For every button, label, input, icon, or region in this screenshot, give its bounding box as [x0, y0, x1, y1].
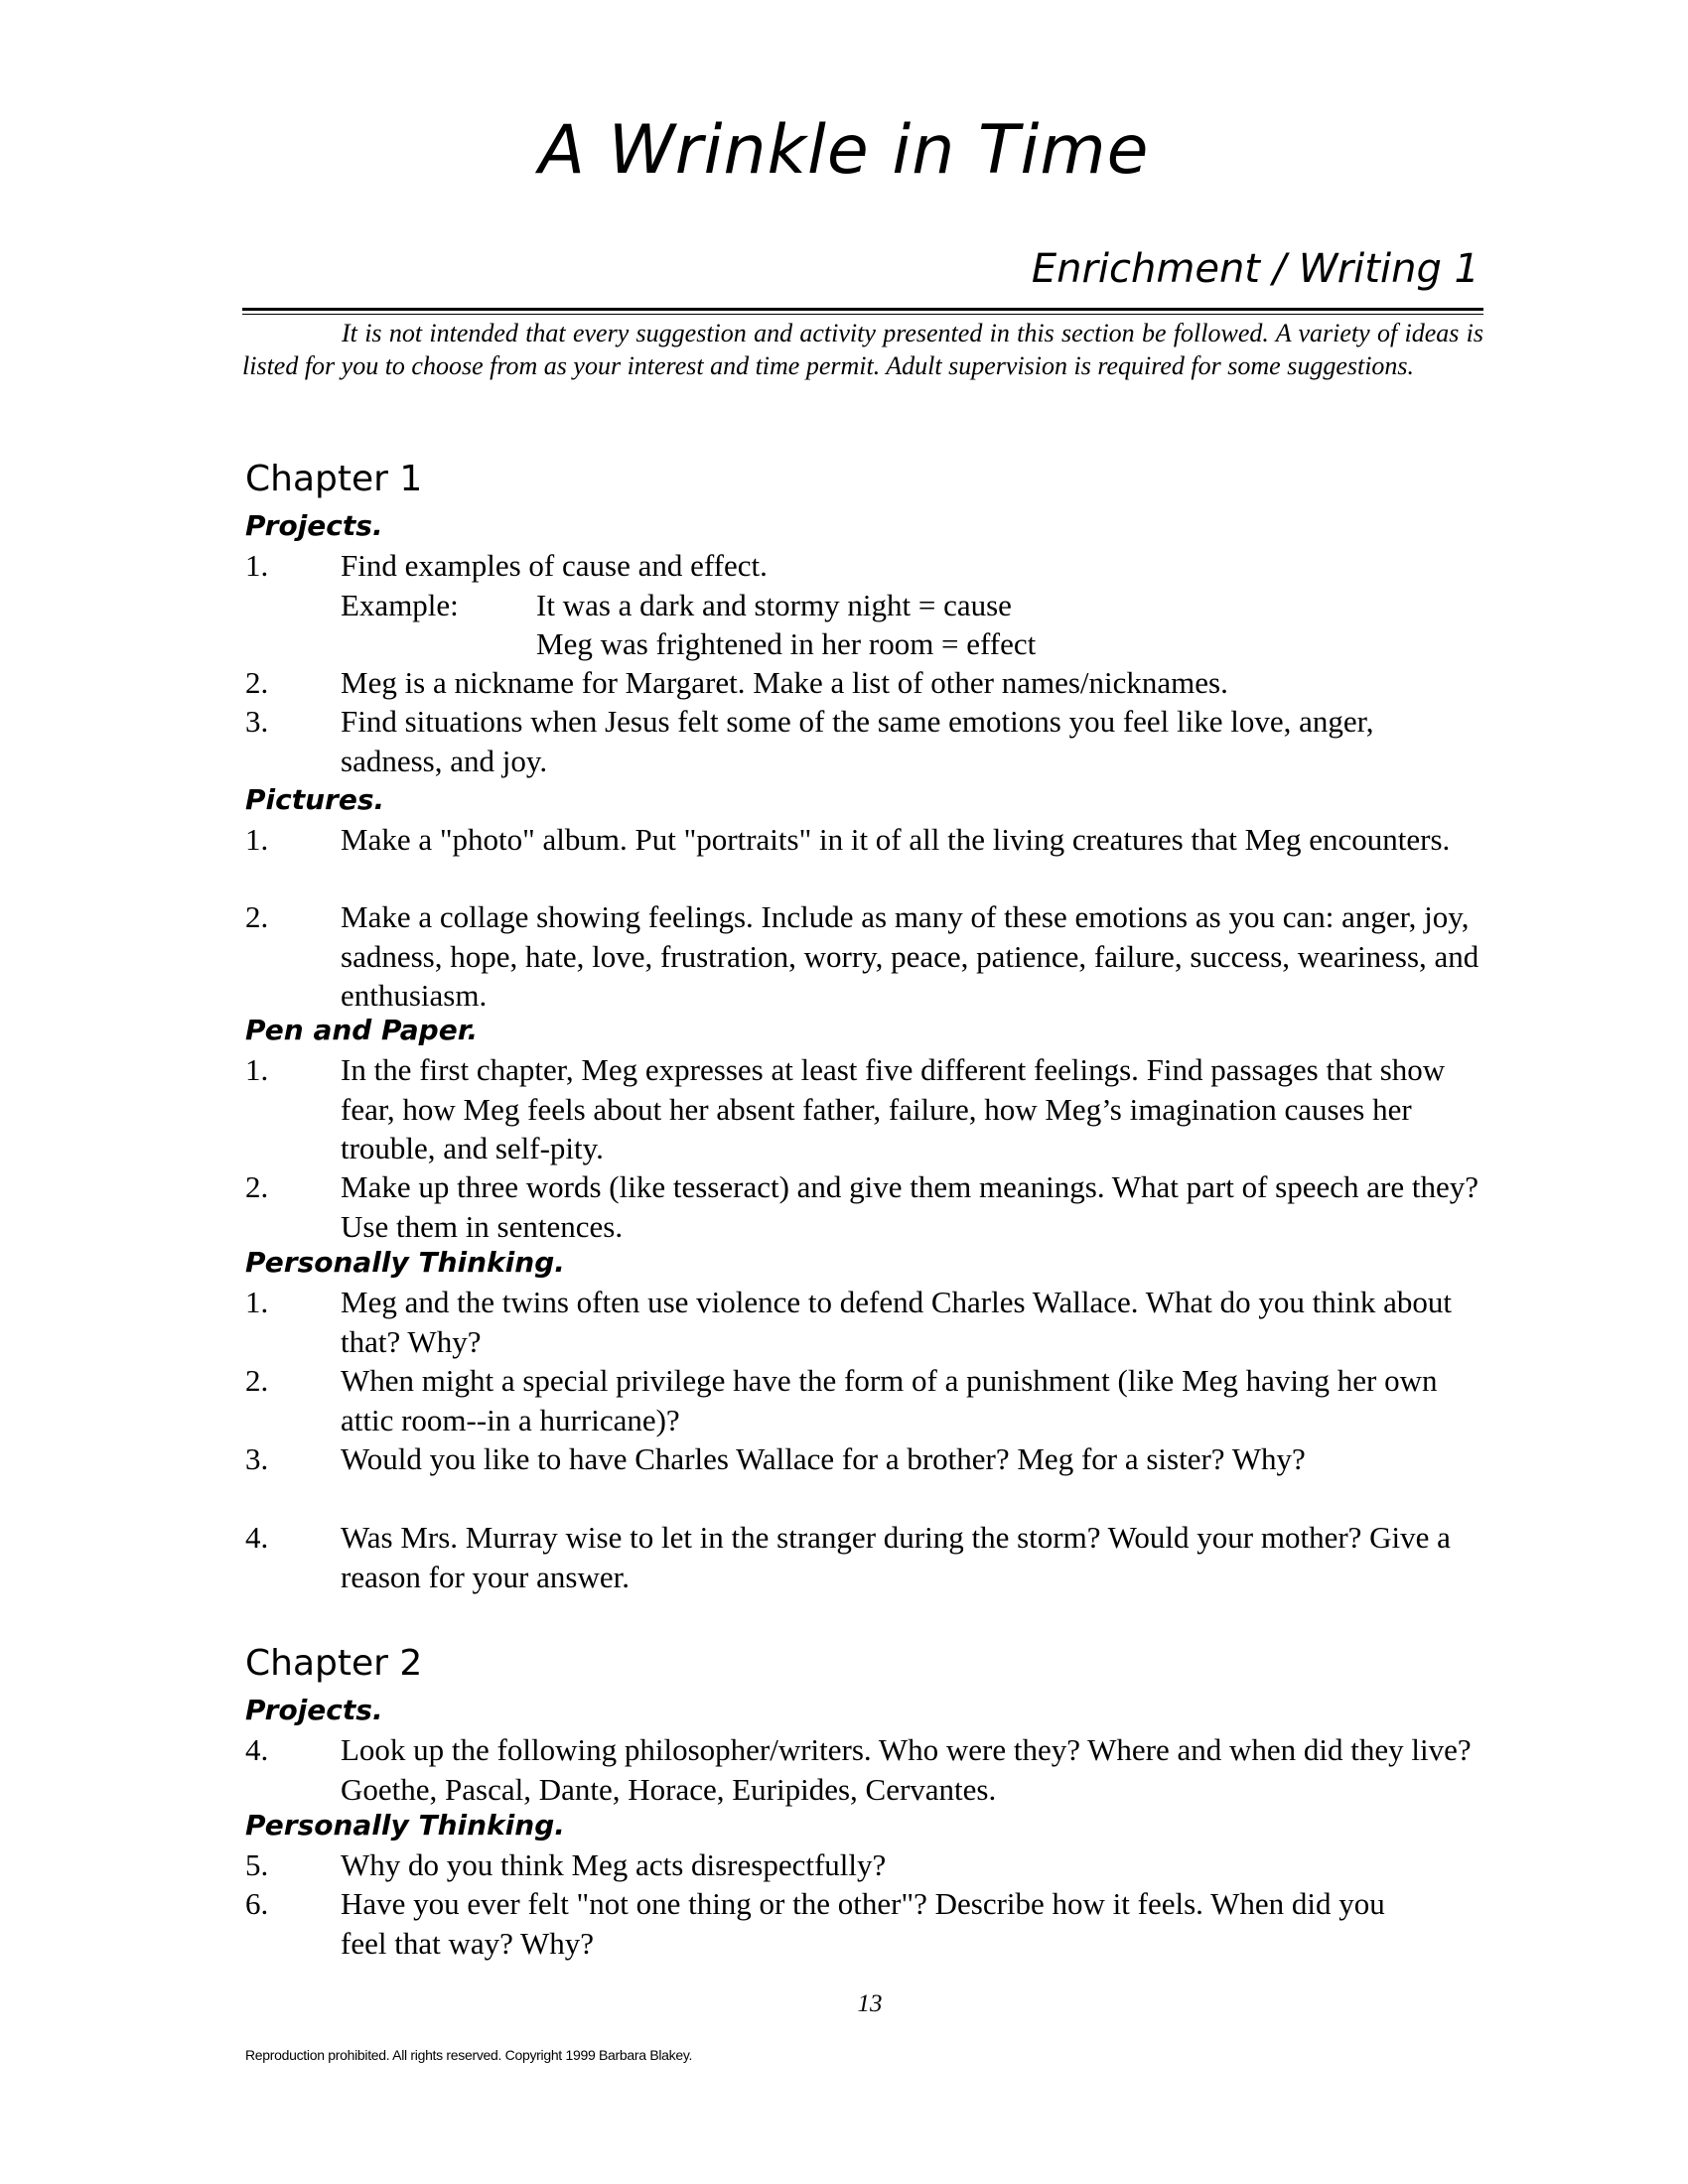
- item-number: 4.: [245, 1732, 269, 1767]
- chapter-1-heading: Chapter 1: [245, 459, 423, 499]
- copyright-footer: Reproduction prohibited. All rights reserved. Copyright 1999 Barbara Blakey.: [245, 2047, 693, 2063]
- ch2-thinking-item-5: [245, 1845, 1496, 1885]
- ch1-projects-item-2: [245, 663, 1496, 703]
- page-number: 13: [857, 1990, 883, 2017]
- item-number: 1.: [245, 1052, 269, 1087]
- ch1-projects-item-3: [245, 702, 1417, 780]
- item-text: Meg is a nickname for Margaret. Make a list of other names/nicknames.: [341, 665, 1228, 700]
- ch1-pictures-item-2: [245, 897, 1496, 1016]
- item-number: 3.: [245, 704, 269, 739]
- ch2-thinking-item-6: [245, 1884, 1417, 1963]
- item-text: Make a "photo" album. Put "portraits" in it of all the living creatures that Meg encounters.: [341, 822, 1451, 857]
- item-text: In the first chapter, Meg expresses at least five different feelings. Find passages that show fear, how Meg feels about her absent father, failure, how Meg’s imagination causes her trouble, and self-pity.: [341, 1052, 1446, 1165]
- ch1-thinking-item-2: [245, 1361, 1496, 1439]
- ch1-projects-heading: Projects.: [245, 509, 383, 542]
- item-text: Was Mrs. Murray wise to let in the stranger during the storm? Would your mother? Give a reason for your answer.: [341, 1520, 1451, 1594]
- item-number: 2.: [245, 1169, 269, 1204]
- item-text: Find examples of cause and effect.: [341, 548, 768, 583]
- page-title: A Wrinkle in Time: [538, 111, 1150, 190]
- ch1-pictures-heading: Pictures.: [245, 783, 385, 816]
- item-text: When might a special privilege have the form of a punishment (like Meg having her own attic room--in a hurricane)?: [341, 1363, 1438, 1437]
- ch1-pen-item-1: [245, 1050, 1496, 1168]
- example-effect: Meg was frightened in her room = effect: [536, 626, 1037, 661]
- ch2-thinking-heading: Personally Thinking.: [245, 1809, 565, 1842]
- ch1-pictures-item-1: [245, 820, 1496, 860]
- item-number: 1.: [245, 548, 269, 583]
- ch1-pen-item-2: [245, 1167, 1496, 1246]
- item-number: 3.: [245, 1441, 269, 1476]
- item-number: 1.: [245, 822, 269, 857]
- item-number: 4.: [245, 1520, 269, 1555]
- example-cause: It was a dark and stormy night = cause: [536, 588, 1012, 622]
- item-number: 2.: [245, 1363, 269, 1398]
- ch1-pen-paper-heading: Pen and Paper.: [245, 1014, 479, 1046]
- item-number: 2.: [245, 899, 269, 934]
- ch1-projects-item-1: [245, 546, 1496, 586]
- item-text: Find situations when Jesus felt some of the same emotions you feel like love, anger, sadness, and joy.: [341, 704, 1374, 778]
- item-text: Why do you think Meg acts disrespectfully?: [341, 1847, 887, 1882]
- ch1-thinking-item-3: [245, 1439, 1496, 1479]
- item-text: Have you ever felt "not one thing or the other"? Describe how it feels. When did you feel that way? Why?: [341, 1886, 1385, 1961]
- item-text: Make a collage showing feelings. Include as many of these emotions as you can: anger, joy, sadness, hope, hate, love, frustration, worry, peace, patience, failure, success, weariness, and enthusiasm.: [341, 899, 1479, 1013]
- item-text: Look up the following philosopher/writers. Who were they? Where and when did they live? Goethe, Pascal, Dante, Horace, Euripides, Cervantes.: [341, 1732, 1472, 1807]
- item-number: 6.: [245, 1886, 269, 1921]
- item-number: 1.: [245, 1285, 269, 1319]
- page-subtitle: Enrichment / Writing 1: [1031, 246, 1479, 292]
- intro-paragraph: It is not intended that every suggestion and activity presented in this section be followed. A variety of ideas is listed for you to choose from as your interest and time permit. Adult supervision is required for some suggestions.: [242, 319, 1483, 380]
- example-label: Example:: [341, 588, 459, 622]
- ch2-projects-item-4: [245, 1730, 1496, 1809]
- item-text: Make up three words (like tesseract) and give them meanings. What part of speech are they? Use them in sentences.: [341, 1169, 1478, 1244]
- chapter-2-heading: Chapter 2: [245, 1643, 423, 1684]
- ch1-thinking-heading: Personally Thinking.: [245, 1246, 565, 1279]
- header-rule: [242, 308, 1483, 315]
- item-text: Would you like to have Charles Wallace for a brother? Meg for a sister? Why?: [341, 1441, 1306, 1476]
- ch1-thinking-item-1: [245, 1283, 1496, 1361]
- ch1-thinking-item-4: [245, 1518, 1496, 1596]
- item-number: 5.: [245, 1847, 269, 1882]
- item-text: Meg and the twins often use violence to defend Charles Wallace. What do you think about that? Why?: [341, 1285, 1452, 1359]
- item-number: 2.: [245, 665, 269, 700]
- ch2-projects-heading: Projects.: [245, 1694, 383, 1726]
